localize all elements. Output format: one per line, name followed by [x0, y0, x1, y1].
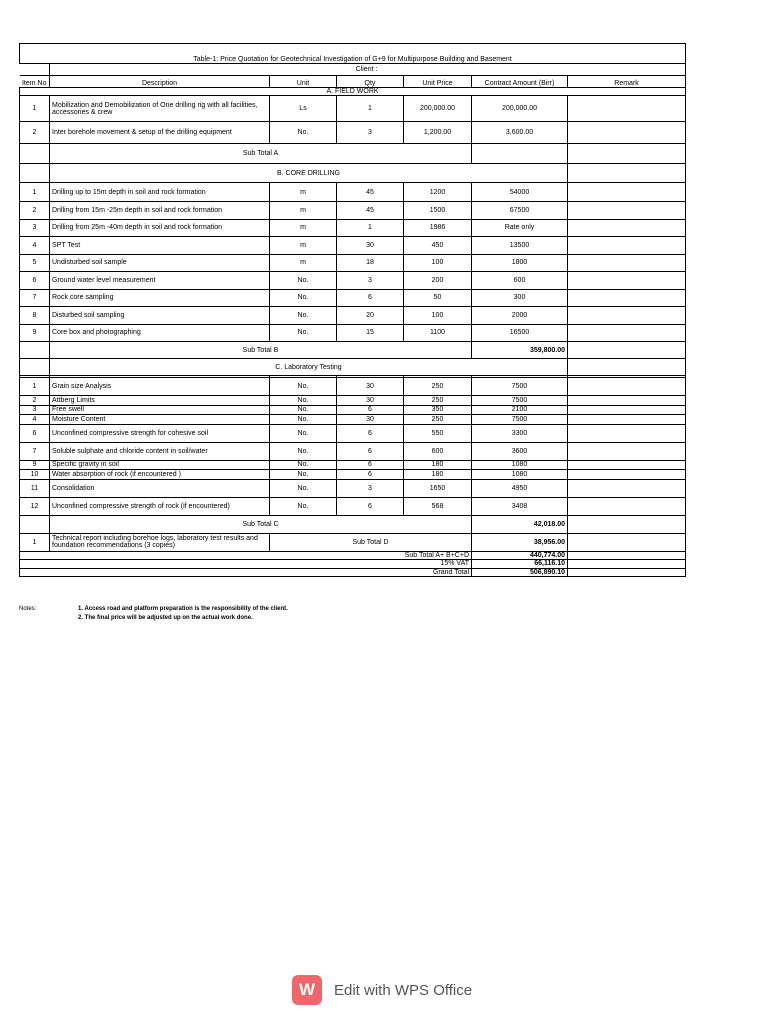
- qty-cell: 1: [337, 219, 404, 237]
- amount-cell: 300: [472, 289, 568, 307]
- description-cell: Unconfined compressive strength of rock (if encountered): [50, 497, 270, 515]
- unit-cell: No.: [270, 405, 337, 415]
- table-row: [20, 202, 686, 220]
- subtotal-value: 359,800.00: [472, 342, 568, 359]
- note-item: 1. Access road and platform preparation is the responsibility of the client.: [78, 606, 288, 612]
- amount-cell: 4950: [472, 479, 568, 497]
- section-b-title: B. CORE DRILLING: [50, 164, 568, 183]
- subtotal-label: Sub Total B: [50, 342, 472, 359]
- remark-cell: [568, 405, 686, 415]
- amount-cell: 16500: [472, 324, 568, 342]
- unit-cell: No.: [270, 415, 337, 425]
- wps-edit-banner[interactable]: [292, 974, 472, 1006]
- table-row: [20, 237, 686, 255]
- unit-price-cell: 50: [404, 289, 472, 307]
- client-label: Client :: [50, 64, 686, 76]
- qty-cell: 1: [337, 96, 404, 122]
- description-cell: SPT Test: [50, 237, 270, 255]
- item-no-cell: 1: [20, 378, 50, 396]
- unit-cell: m: [270, 202, 337, 220]
- amount-cell: 3408: [472, 497, 568, 515]
- description-cell: Disturbed soil sampling: [50, 307, 270, 325]
- wps-logo-icon: W: [292, 975, 322, 1005]
- header-qty: Qty: [337, 76, 404, 88]
- unit-cell: No.: [270, 460, 337, 470]
- amount-cell: 200,000.00: [472, 96, 568, 122]
- amount-cell: 3,600.00: [472, 122, 568, 144]
- item-no-cell: 4: [20, 237, 50, 255]
- table-row: [20, 460, 686, 470]
- unit-cell: No.: [270, 378, 337, 396]
- remark-cell: [568, 122, 686, 144]
- header-contract-amount: Contract Amount (Birr): [472, 76, 568, 88]
- unit-price-cell: 1100: [404, 324, 472, 342]
- subtotal-b-row: [20, 342, 686, 359]
- unit-cell: No.: [270, 424, 337, 442]
- header-unit-price: Unit Price: [404, 76, 472, 88]
- amount-cell: 1800: [472, 254, 568, 272]
- table-row: [20, 219, 686, 237]
- total-row: [20, 568, 686, 576]
- amount-cell: 67500: [472, 202, 568, 220]
- item-no-cell: 4: [20, 415, 50, 425]
- amount-cell: Rate only: [472, 219, 568, 237]
- unit-cell: No.: [270, 396, 337, 406]
- description-cell: Mobilization and Demobilization of One drilling rig with all facilities, accessories & crew: [50, 96, 270, 122]
- unit-cell: No.: [270, 272, 337, 290]
- unit-price-cell: 1500: [404, 202, 472, 220]
- unit-cell: No.: [270, 307, 337, 325]
- table-title: Table-1: Price Quotation for Geotechnical Investigation of G+9 for Multipurpose Building and Basement: [20, 44, 686, 64]
- unit-price-cell: 1200: [404, 183, 472, 202]
- subtotal-d-row: [20, 533, 686, 551]
- qty-cell: 3: [337, 122, 404, 144]
- section-c-title: C. Laboratory Testing: [50, 359, 568, 376]
- qty-cell: 6: [337, 460, 404, 470]
- table-row: [20, 415, 686, 425]
- description-cell: Undisturbed soil sample: [50, 254, 270, 272]
- total-row: [20, 560, 686, 568]
- remark-cell: [568, 324, 686, 342]
- unit-price-cell: 250: [404, 396, 472, 406]
- qty-cell: 6: [337, 497, 404, 515]
- description-cell: Ground water level measurement: [50, 272, 270, 290]
- table-row: [20, 497, 686, 515]
- table-row: [20, 378, 686, 396]
- amount-cell: 1080: [472, 470, 568, 480]
- amount-cell: 7500: [472, 378, 568, 396]
- total-label: Sub Total A+ B+C+D: [20, 551, 472, 559]
- unit-cell: No.: [270, 470, 337, 480]
- subtotal-label: Sub Total A: [50, 144, 472, 164]
- description-cell: Attberg Limits: [50, 396, 270, 406]
- table-row: [20, 183, 686, 202]
- unit-cell: No.: [270, 442, 337, 460]
- item-no-cell: 9: [20, 460, 50, 470]
- remark-cell: [568, 202, 686, 220]
- qty-cell: 30: [337, 415, 404, 425]
- amount-cell: 2100: [472, 405, 568, 415]
- qty-cell: 20: [337, 307, 404, 325]
- remark-cell: [568, 424, 686, 442]
- header-remark: Remark: [568, 76, 686, 88]
- amount-cell: 7500: [472, 396, 568, 406]
- item-no-cell: 11: [20, 479, 50, 497]
- item-no-cell: 7: [20, 442, 50, 460]
- table-row: [20, 272, 686, 290]
- subtotal-value: 42,018.00: [472, 515, 568, 533]
- price-quotation-table: [19, 43, 686, 577]
- unit-price-cell: 600: [404, 442, 472, 460]
- unit-price-cell: 100: [404, 307, 472, 325]
- description-cell: Consolidation: [50, 479, 270, 497]
- header-unit: Unit: [270, 76, 337, 88]
- remark-cell: [568, 183, 686, 202]
- unit-cell: m: [270, 183, 337, 202]
- total-label: Grand Total: [20, 568, 472, 576]
- unit-cell: No.: [270, 497, 337, 515]
- item-no-cell: 12: [20, 497, 50, 515]
- description-cell: Drilling up to 15m depth in soil and rock formation: [50, 183, 270, 202]
- item-no-cell: 2: [20, 396, 50, 406]
- unit-price-cell: 1986: [404, 219, 472, 237]
- notes-label: Notes:: [19, 606, 37, 612]
- item-no-cell: 7: [20, 289, 50, 307]
- qty-cell: 6: [337, 405, 404, 415]
- remark-cell: [568, 237, 686, 255]
- amount-cell: 7500: [472, 415, 568, 425]
- table-row: [20, 254, 686, 272]
- item-no-cell: 2: [20, 202, 50, 220]
- note-item: 2. The final price will be adjusted up on the actual work done.: [78, 614, 253, 621]
- amount-cell: 13500: [472, 237, 568, 255]
- subtotal-label: Sub Total D: [270, 533, 472, 551]
- unit-price-cell: 180: [404, 460, 472, 470]
- table-row: [20, 470, 686, 480]
- unit-price-cell: 1,200.00: [404, 122, 472, 144]
- total-value: 66,116.10: [472, 560, 568, 568]
- qty-cell: 45: [337, 183, 404, 202]
- subtotal-a-row: [20, 144, 686, 164]
- subtotal-value: [472, 144, 568, 164]
- unit-cell: m: [270, 237, 337, 255]
- unit-price-cell: 100: [404, 254, 472, 272]
- header-row: [20, 76, 686, 88]
- unit-cell: No.: [270, 479, 337, 497]
- item-no-cell: 3: [20, 405, 50, 415]
- description-cell: Specific gravity in soil: [50, 460, 270, 470]
- item-no-cell: 9: [20, 324, 50, 342]
- item-no-cell: 1: [20, 96, 50, 122]
- total-row: [20, 551, 686, 559]
- description-cell: Soluble sulphate and chloride content in soil/water: [50, 442, 270, 460]
- unit-price-cell: 550: [404, 424, 472, 442]
- qty-cell: 45: [337, 202, 404, 220]
- unit-price-cell: 250: [404, 378, 472, 396]
- wps-edit-label[interactable]: Edit with WPS Office: [334, 981, 473, 999]
- subtotal-value: 38,956.00: [472, 533, 568, 551]
- qty-cell: 3: [337, 479, 404, 497]
- unit-price-cell: 350: [404, 405, 472, 415]
- remark-cell: [568, 272, 686, 290]
- qty-cell: 18: [337, 254, 404, 272]
- item-no-cell: 5: [20, 254, 50, 272]
- unit-price-cell: 200,000.00: [404, 96, 472, 122]
- qty-cell: 6: [337, 470, 404, 480]
- description-cell: Rock core sampling: [50, 289, 270, 307]
- qty-cell: 3: [337, 272, 404, 290]
- description-cell: Water absorption of rock (if encountered ): [50, 470, 270, 480]
- amount-cell: 54000: [472, 183, 568, 202]
- qty-cell: 6: [337, 289, 404, 307]
- subtotal-c-row: [20, 515, 686, 533]
- unit-price-cell: 450: [404, 237, 472, 255]
- item-no-cell: 8: [20, 307, 50, 325]
- remark-cell: [568, 497, 686, 515]
- unit-cell: No.: [270, 122, 337, 144]
- description-cell: Grain size Analysis: [50, 378, 270, 396]
- table-row: [20, 442, 686, 460]
- table-row: [20, 396, 686, 406]
- description-cell: Drilling from 25m -40m depth in soil and rock formation: [50, 219, 270, 237]
- item-no-cell: 2: [20, 122, 50, 144]
- amount-cell: 3600: [472, 442, 568, 460]
- remark-cell: [568, 415, 686, 425]
- unit-price-cell: 180: [404, 470, 472, 480]
- description-cell: Drilling from 15m -25m depth in soil and rock formation: [50, 202, 270, 220]
- unit-price-cell: 568: [404, 497, 472, 515]
- remark-cell: [568, 219, 686, 237]
- description-cell: Technical report including borehoe logs, laboratory test results and foundation recommendations (3 copies): [50, 533, 270, 551]
- qty-cell: 30: [337, 378, 404, 396]
- unit-cell: m: [270, 219, 337, 237]
- unit-cell: No.: [270, 289, 337, 307]
- description-cell: Free swell: [50, 405, 270, 415]
- description-cell: Inter borehole movement & setup of the drilling equipment: [50, 122, 270, 144]
- remark-cell: [568, 96, 686, 122]
- amount-cell: 600: [472, 272, 568, 290]
- item-no-cell: 1: [20, 533, 50, 551]
- item-no-cell: 3: [20, 219, 50, 237]
- table-row: [20, 479, 686, 497]
- qty-cell: 6: [337, 442, 404, 460]
- item-no-cell: 6: [20, 424, 50, 442]
- unit-price-cell: 250: [404, 415, 472, 425]
- remark-cell: [568, 307, 686, 325]
- remark-cell: [568, 460, 686, 470]
- total-value: 440,774.00: [472, 551, 568, 559]
- total-label: 15% VAT: [20, 560, 472, 568]
- table-row: [20, 324, 686, 342]
- total-value: 506,890.10: [472, 568, 568, 576]
- header-description: Description: [50, 76, 270, 88]
- amount-cell: 1080: [472, 460, 568, 470]
- item-no-cell: 6: [20, 272, 50, 290]
- remark-cell: [568, 442, 686, 460]
- qty-cell: 30: [337, 396, 404, 406]
- qty-cell: 6: [337, 424, 404, 442]
- remark-cell: [568, 479, 686, 497]
- remark-cell: [568, 396, 686, 406]
- subtotal-label: Sub Total C: [50, 515, 472, 533]
- unit-price-cell: 1650: [404, 479, 472, 497]
- qty-cell: 30: [337, 237, 404, 255]
- item-no-cell: 1: [20, 183, 50, 202]
- table-row: [20, 289, 686, 307]
- remark-cell: [568, 254, 686, 272]
- remark-cell: [568, 378, 686, 396]
- section-a-title: A. FIELD WORK: [20, 88, 686, 96]
- description-cell: Unconfined compressive strength for cohesive soil: [50, 424, 270, 442]
- unit-cell: m: [270, 254, 337, 272]
- description-cell: Core box and photographing: [50, 324, 270, 342]
- header-item-no: Item No: [20, 76, 50, 88]
- unit-cell: Ls: [270, 96, 337, 122]
- remark-cell: [568, 289, 686, 307]
- table-row: [20, 405, 686, 415]
- table-row: [20, 122, 686, 144]
- amount-cell: 2000: [472, 307, 568, 325]
- item-no-cell: 10: [20, 470, 50, 480]
- description-cell: Moisture Content: [50, 415, 270, 425]
- table-row: [20, 307, 686, 325]
- qty-cell: 15: [337, 324, 404, 342]
- table-row: [20, 424, 686, 442]
- remark-cell: [568, 470, 686, 480]
- unit-cell: No.: [270, 324, 337, 342]
- table-row: [20, 96, 686, 122]
- amount-cell: 3300: [472, 424, 568, 442]
- unit-price-cell: 200: [404, 272, 472, 290]
